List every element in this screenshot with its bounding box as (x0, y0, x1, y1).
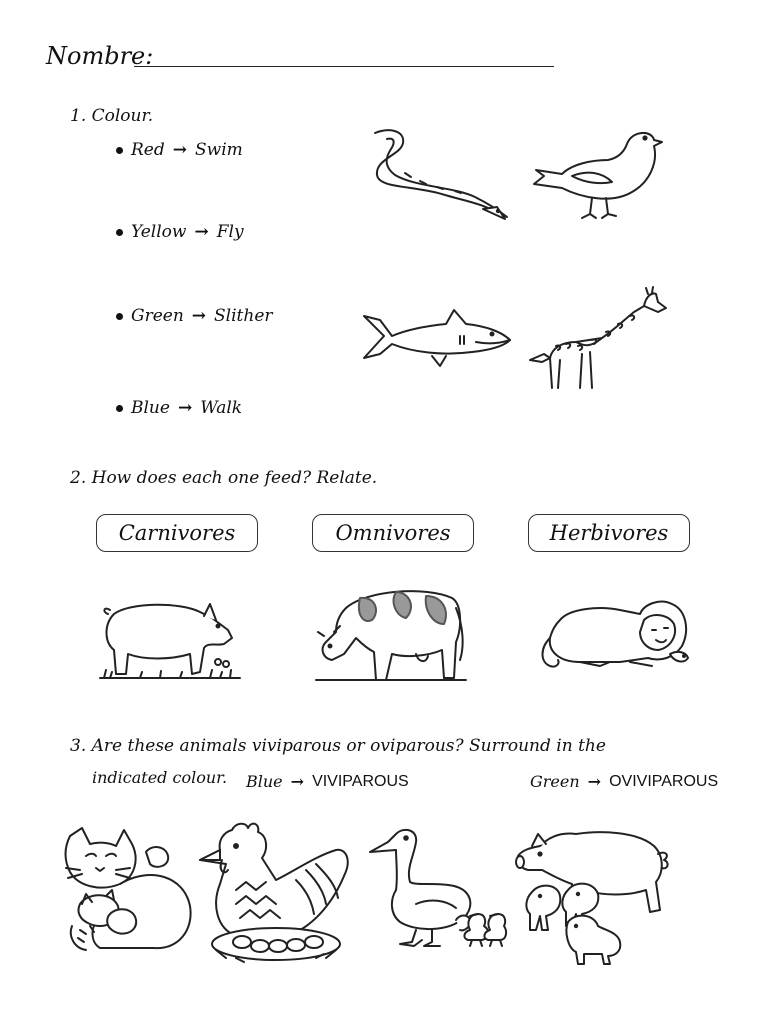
herbivores-box[interactable] (528, 514, 690, 552)
omnivores-box[interactable] (312, 514, 474, 552)
action-label: Slither (214, 306, 273, 326)
snake-illustration[interactable] (365, 125, 515, 225)
list-item (116, 306, 273, 326)
legend-oviparous (530, 772, 718, 791)
giraffe-illustration[interactable] (526, 288, 671, 392)
arrow-icon: → (587, 772, 602, 791)
question-3-title: 3. Are these animals viviparous or oviparous? Surround in the (70, 736, 606, 756)
legend-color: Green (530, 772, 580, 791)
lion-illustration[interactable] (540, 596, 692, 678)
hen-illustration[interactable] (196, 820, 356, 970)
question-2-title: 2. How does each one feed? Relate. (70, 468, 378, 488)
carnivores-label: Carnivores (118, 521, 236, 545)
bullet-icon (116, 405, 123, 412)
herbivores-label: Herbivores (549, 521, 669, 545)
pig-family-illustration[interactable] (512, 826, 674, 964)
legend-viviparous (246, 772, 409, 791)
color-label: Red (131, 140, 165, 160)
omnivores-label: Omnivores (335, 521, 451, 545)
question-1-title: 1. Colour. (70, 106, 154, 126)
arrow-icon: → (290, 772, 305, 791)
legend-color: Blue (246, 772, 283, 791)
color-label: Green (131, 306, 184, 326)
color-label: Blue (131, 398, 170, 418)
shark-illustration[interactable] (362, 306, 512, 372)
arrow-icon: → (191, 306, 207, 326)
legend-label: VIVIPAROUS (312, 772, 409, 790)
color-label: Yellow (131, 222, 187, 242)
action-label: Fly (216, 222, 244, 242)
action-label: Walk (200, 398, 243, 418)
name-label: Nombre: (46, 42, 154, 70)
bullet-icon (116, 229, 123, 236)
bullet-icon (116, 313, 123, 320)
duck-illustration[interactable] (366, 826, 506, 950)
legend-label: OVIVIPAROUS (609, 772, 719, 790)
carnivores-box[interactable] (96, 514, 258, 552)
question-3-subtitle: indicated colour. (92, 768, 228, 787)
list-item (116, 222, 244, 242)
arrow-icon: → (194, 222, 209, 242)
arrow-icon: → (172, 140, 187, 160)
cow-illustration[interactable] (316, 588, 466, 684)
action-label: Swim (195, 140, 243, 160)
name-field-line[interactable] (134, 66, 554, 67)
list-item (116, 140, 243, 160)
cat-illustration[interactable] (60, 826, 196, 956)
pig-illustration[interactable] (100, 598, 240, 682)
list-item (116, 398, 242, 418)
arrow-icon: → (177, 398, 193, 418)
bullet-icon (116, 147, 123, 154)
bird-illustration[interactable] (532, 126, 662, 226)
